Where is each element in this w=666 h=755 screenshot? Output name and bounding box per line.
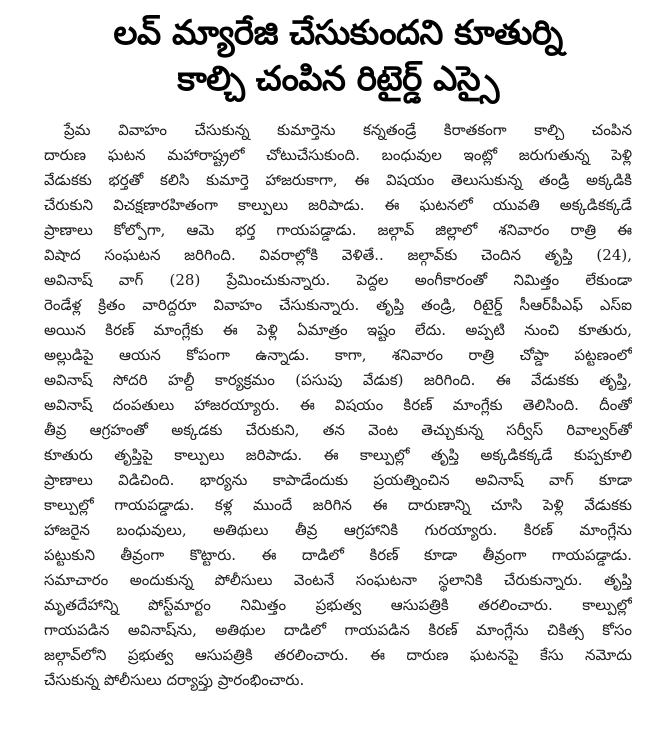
body-line: అయిన కిరణ్ మాంగ్లేకు ఈ పెళ్లి ఏమాత్రం ఇష్టం లేదు. అప్పటి నుంచి కూతురు, [44,321,632,339]
body-line: చేరుకుని విచక్షణారహితంగా కాల్పులు జరిపాడు. ఈ ఘటనలో యువతి అక్కడికక్కడే [44,196,632,214]
body-line: సమాచారం అందుకున్న పోలీసులు వెంటనే సంఘటనా స్థలానికి చేరుకున్నారు. తృప్తి [44,571,632,589]
body-line: గాయపడిన అవినాష్‌ను, అతిథుల దాడిలో గాయపడిన కిరణ్ మాంగ్లేను చికిత్స కోసం [44,621,632,639]
body-line: ప్రేమ వివాహం చేసుకున్న కుమార్తెను కన్నతండ్రే కిరాతకంగా కాల్చి చంపిన [64,121,632,139]
body-line: విషాద సంఘటన జరిగింది. వివరాల్లోకి వెళితే.. జల్గావ్‌కు చెందిన తృప్తి (24), [44,246,632,264]
body-line: రెండేళ్ల క్రితం వారిద్దరూ వివాహం చేసుకున్నారు. తృప్తి తండ్రి, రిటైర్డ్ సీఆర్‌పీఎఫ్ ఎస్ఐ [44,296,632,314]
body-line: చేసుకున్న పోలీసులు దర్యాప్తు ప్రారంభించారు. [44,671,305,689]
body-line: దారుణ ఘటన మహారాష్ట్రలో చోటుచేసుకుంది. బంధువుల ఇంట్లో జరుగుతున్న పెళ్లి [44,146,632,164]
body-line: హాజరైన బంధువులు, అతిథులు తీవ్ర ఆగ్రహానికి గురయ్యారు. కిరణ్ మాంగ్లేను [44,521,632,539]
headline [44,10,632,102]
headline-line-2: కాల్చి చంపిన రిటైర్డ్ ఎస్సై [177,59,499,99]
body-line: అవినాష్ వాగ్ (28) ప్రేమించుకున్నారు. పెద్దల అంగీకారంతో నిమిత్తం లేకుండా [44,271,632,289]
body-line: ప్రాణాలు విడిచింది. భార్యను కాపాడేందుకు ప్రయత్నించిన అవినాష్ వాగ్ కూడా [44,471,632,489]
body-line: అవినాష్ సోదరి హల్దీ కార్యక్రమం (పసుపు వేడుక) జరిగింది. ఈ వేడుకకు తృప్తి, [44,371,632,389]
body-line: పట్టుకుని తీవ్రంగా కొట్టారు. ఈ దాడిలో కిరణ్ కూడా తీవ్రంగా గాయపడ్డాడు. [44,546,632,564]
body-line: కాల్పుల్లో గాయపడ్డాడు. కళ్ల ముందే జరిగిన ఈ దారుణాన్ని చూసి పెళ్లి వేడుకకు [44,496,632,514]
body-line: వేడుకకు భర్తతో కలిసి కుమార్తె హాజరుకాగా, ఈ విషయం తెలుసుకున్న తండ్రి అక్కడికి [44,171,632,189]
body-line: మృతదేహాన్ని పోస్ట్‌మార్టం నిమిత్తం ప్రభుత్వ ఆసుపత్రికి తరలించారు. కాల్పుల్లో [44,596,632,614]
article-body [44,118,632,693]
body-line: తీవ్ర ఆగ్రహంతో అక్కడకు చేరుకుని, తన వెంట తెచ్చుకున్న సర్వీస్ రివాల్వర్‌తో [44,421,632,439]
body-line: అల్లుడిపై ఆయన కోపంగా ఉన్నాడు. కాగా, శనివారం రాత్రి చోప్డా పట్టణంలో [44,346,632,364]
body-line: జల్గావ్‌లోని ప్రభుత్వ ఆసుపత్రికి తరలించారు. ఈ దారుణ ఘటనపై కేసు నమోదు [44,646,632,664]
body-line: కూతురు తృప్తిపై కాల్పులు జరిపాడు. ఈ కాల్పుల్లో తృప్తి అక్కడికక్కడే కుప్పకూలి [44,446,632,464]
headline-line-1: లవ్ మ్యారేజి చేసుకుందని కూతుర్ని [113,13,563,53]
body-line: ప్రాణాలు కోల్పోగా, ఆమె భర్త గాయపడ్డాడు. జల్గావ్ జిల్లాలో శనివారం రాత్రి ఈ [44,221,632,239]
body-line: అవినాష్ దంపతులు హాజరయ్యారు. ఈ విషయం కిరణ్ మాంగ్లేకు తెలిసింది. దీంతో [44,396,632,414]
